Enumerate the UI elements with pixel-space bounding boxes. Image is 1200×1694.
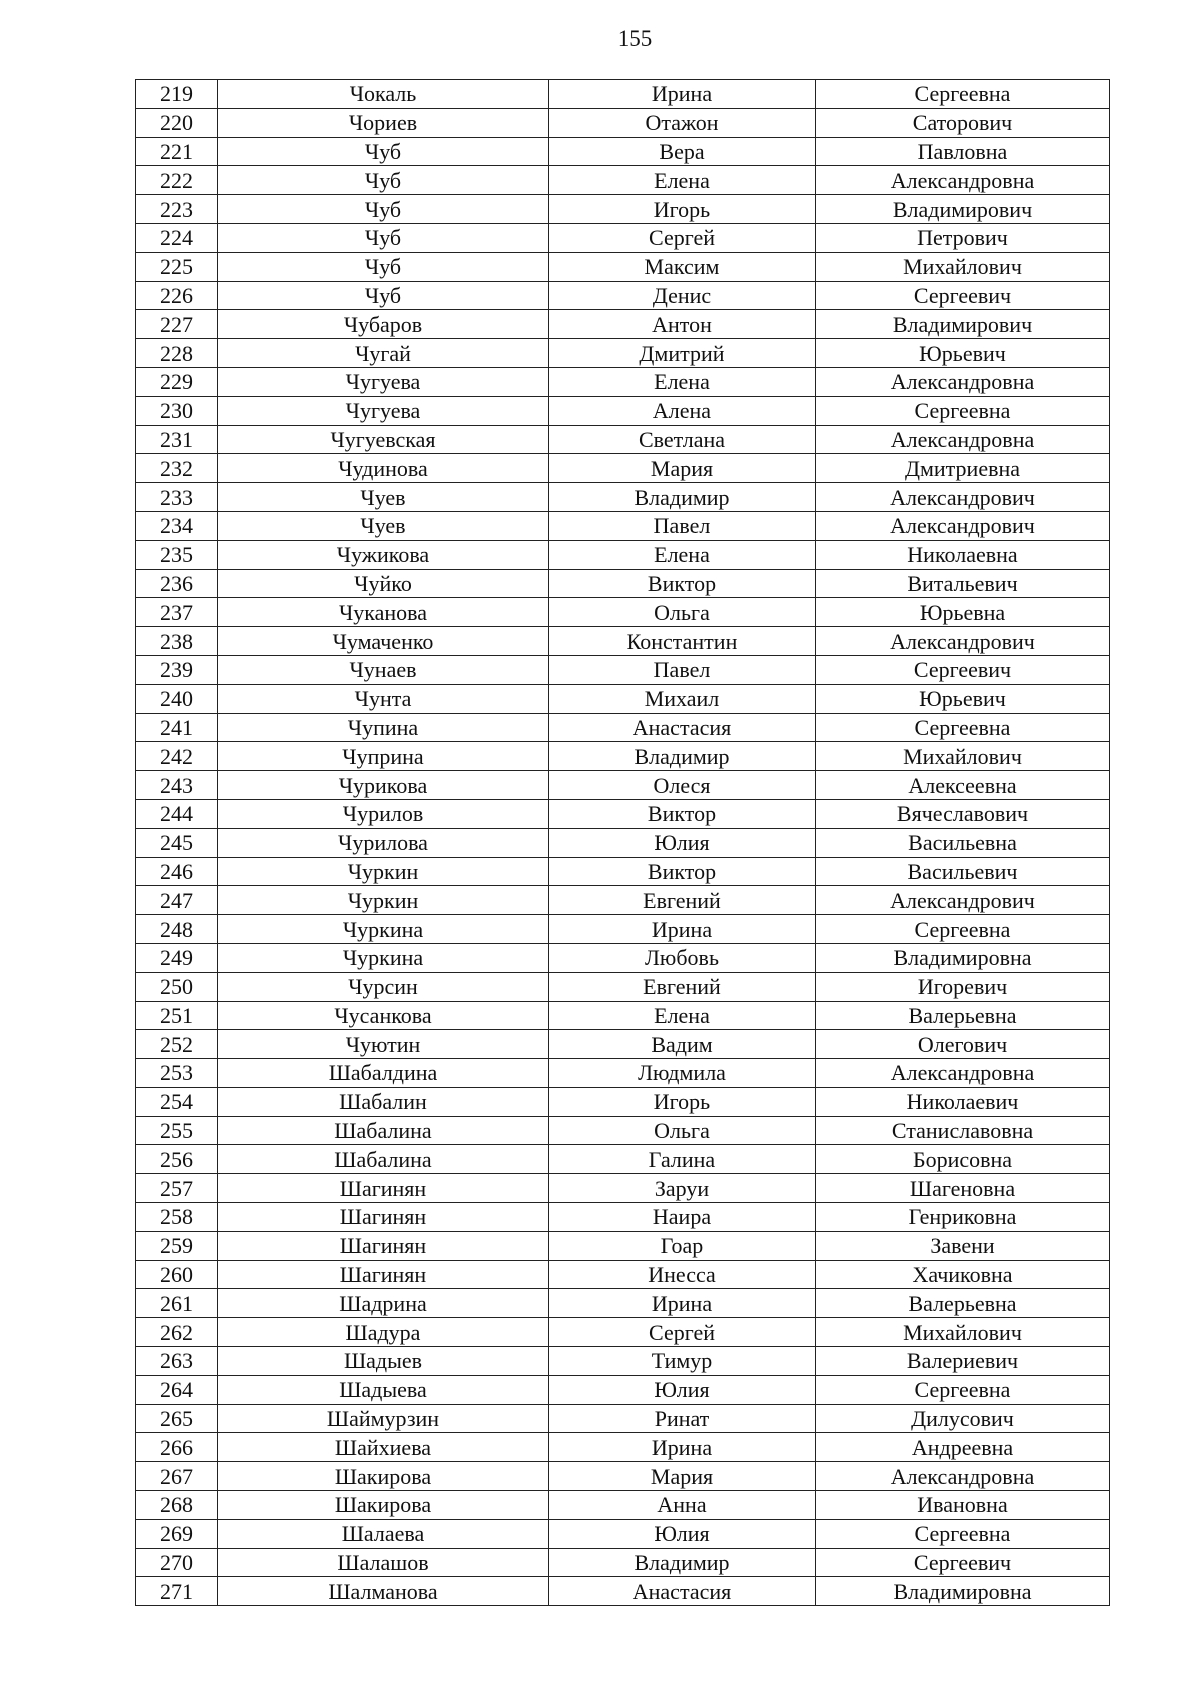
patronymic-cell: Васильевич	[816, 857, 1110, 886]
row-number-cell: 237	[136, 598, 218, 627]
surname-cell: Чуютин	[218, 1030, 549, 1059]
surname-cell: Чокаль	[218, 80, 549, 109]
first-name-cell: Тимур	[549, 1347, 816, 1376]
surname-cell: Шабалина	[218, 1116, 549, 1145]
row-number-cell: 236	[136, 569, 218, 598]
table-row	[136, 540, 1110, 569]
surname-cell: Чурикова	[218, 771, 549, 800]
patronymic-cell: Юрьевич	[816, 339, 1110, 368]
first-name-cell: Анастасия	[549, 713, 816, 742]
first-name-cell: Анастасия	[549, 1577, 816, 1606]
surname-cell: Чуб	[218, 223, 549, 252]
row-number-cell: 258	[136, 1203, 218, 1232]
patronymic-cell: Павловна	[816, 137, 1110, 166]
first-name-cell: Антон	[549, 310, 816, 339]
row-number-cell: 219	[136, 80, 218, 109]
surname-cell: Чуев	[218, 511, 549, 540]
first-name-cell: Анна	[549, 1491, 816, 1520]
row-number-cell: 256	[136, 1145, 218, 1174]
surname-cell: Чумаченко	[218, 627, 549, 656]
table-row	[136, 252, 1110, 281]
first-name-cell: Виктор	[549, 799, 816, 828]
surname-cell: Чурсин	[218, 972, 549, 1001]
row-number-cell: 221	[136, 137, 218, 166]
table-row	[136, 1030, 1110, 1059]
table-row	[136, 310, 1110, 339]
first-name-cell: Ирина	[549, 1289, 816, 1318]
patronymic-cell: Шагеновна	[816, 1174, 1110, 1203]
surname-cell: Чориев	[218, 108, 549, 137]
surname-cell: Чугуева	[218, 396, 549, 425]
patronymic-cell: Васильевна	[816, 828, 1110, 857]
table-row	[136, 367, 1110, 396]
patronymic-cell: Игоревич	[816, 972, 1110, 1001]
first-name-cell: Заруи	[549, 1174, 816, 1203]
table-row	[136, 1116, 1110, 1145]
patronymic-cell: Владимировна	[816, 1577, 1110, 1606]
row-number-cell: 233	[136, 483, 218, 512]
patronymic-cell: Генриковна	[816, 1203, 1110, 1232]
table-row	[136, 281, 1110, 310]
row-number-cell: 252	[136, 1030, 218, 1059]
roster-body	[136, 80, 1110, 1606]
first-name-cell: Олеся	[549, 771, 816, 800]
surname-cell: Чуев	[218, 483, 549, 512]
first-name-cell: Ирина	[549, 915, 816, 944]
table-row	[136, 166, 1110, 195]
first-name-cell: Игорь	[549, 195, 816, 224]
surname-cell: Чуйко	[218, 569, 549, 598]
row-number-cell: 228	[136, 339, 218, 368]
surname-cell: Шагинян	[218, 1231, 549, 1260]
patronymic-cell: Валерьевна	[816, 1289, 1110, 1318]
patronymic-cell: Александрович	[816, 511, 1110, 540]
first-name-cell: Константин	[549, 627, 816, 656]
surname-cell: Чубаров	[218, 310, 549, 339]
table-row	[136, 1519, 1110, 1548]
row-number-cell: 264	[136, 1375, 218, 1404]
first-name-cell: Михаил	[549, 684, 816, 713]
row-number-cell: 261	[136, 1289, 218, 1318]
roster-table	[135, 79, 1110, 1606]
patronymic-cell: Витальевич	[816, 569, 1110, 598]
surname-cell: Чуркин	[218, 886, 549, 915]
patronymic-cell: Сергеевна	[816, 80, 1110, 109]
table-row	[136, 339, 1110, 368]
first-name-cell: Евгений	[549, 972, 816, 1001]
patronymic-cell: Алексеевна	[816, 771, 1110, 800]
row-number-cell: 242	[136, 742, 218, 771]
surname-cell: Чужикова	[218, 540, 549, 569]
table-row	[136, 771, 1110, 800]
row-number-cell: 269	[136, 1519, 218, 1548]
table-row	[136, 396, 1110, 425]
table-row	[136, 1174, 1110, 1203]
table-row	[136, 137, 1110, 166]
patronymic-cell: Андреевна	[816, 1433, 1110, 1462]
first-name-cell: Галина	[549, 1145, 816, 1174]
table-row	[136, 1289, 1110, 1318]
table-row	[136, 972, 1110, 1001]
patronymic-cell: Александрович	[816, 483, 1110, 512]
table-row	[136, 1375, 1110, 1404]
first-name-cell: Максим	[549, 252, 816, 281]
row-number-cell: 265	[136, 1404, 218, 1433]
table-row	[136, 598, 1110, 627]
patronymic-cell: Николаевич	[816, 1087, 1110, 1116]
surname-cell: Чугай	[218, 339, 549, 368]
first-name-cell: Вера	[549, 137, 816, 166]
row-number-cell: 243	[136, 771, 218, 800]
row-number-cell: 244	[136, 799, 218, 828]
surname-cell: Чугуевская	[218, 425, 549, 454]
first-name-cell: Наира	[549, 1203, 816, 1232]
patronymic-cell: Станиславовна	[816, 1116, 1110, 1145]
row-number-cell: 251	[136, 1001, 218, 1030]
table-row	[136, 828, 1110, 857]
surname-cell: Чугуева	[218, 367, 549, 396]
patronymic-cell: Михайлович	[816, 1318, 1110, 1347]
first-name-cell: Павел	[549, 511, 816, 540]
patronymic-cell: Александровна	[816, 367, 1110, 396]
surname-cell: Шайхиева	[218, 1433, 549, 1462]
surname-cell: Шакирова	[218, 1462, 549, 1491]
table-row	[136, 1260, 1110, 1289]
patronymic-cell: Александровна	[816, 166, 1110, 195]
surname-cell: Чуб	[218, 252, 549, 281]
surname-cell: Шагинян	[218, 1260, 549, 1289]
table-row	[136, 1577, 1110, 1606]
surname-cell: Шабалдина	[218, 1059, 549, 1088]
table-row	[136, 684, 1110, 713]
first-name-cell: Евгений	[549, 886, 816, 915]
row-number-cell: 230	[136, 396, 218, 425]
patronymic-cell: Александрович	[816, 886, 1110, 915]
row-number-cell: 220	[136, 108, 218, 137]
table-row	[136, 1404, 1110, 1433]
table-row	[136, 742, 1110, 771]
row-number-cell: 245	[136, 828, 218, 857]
table-row	[136, 627, 1110, 656]
table-row	[136, 1059, 1110, 1088]
table-row	[136, 195, 1110, 224]
patronymic-cell: Сергеевна	[816, 1519, 1110, 1548]
first-name-cell: Ирина	[549, 1433, 816, 1462]
row-number-cell: 238	[136, 627, 218, 656]
patronymic-cell: Сергеевна	[816, 713, 1110, 742]
table-row	[136, 80, 1110, 109]
row-number-cell: 231	[136, 425, 218, 454]
surname-cell: Чуб	[218, 195, 549, 224]
table-row	[136, 943, 1110, 972]
first-name-cell: Владимир	[549, 742, 816, 771]
first-name-cell: Владимир	[549, 1548, 816, 1577]
first-name-cell: Елена	[549, 540, 816, 569]
row-number-cell: 270	[136, 1548, 218, 1577]
surname-cell: Шабалина	[218, 1145, 549, 1174]
first-name-cell: Ольга	[549, 598, 816, 627]
table-row	[136, 511, 1110, 540]
table-row	[136, 1462, 1110, 1491]
patronymic-cell: Сергеевна	[816, 396, 1110, 425]
first-name-cell: Гоар	[549, 1231, 816, 1260]
patronymic-cell: Александровна	[816, 425, 1110, 454]
first-name-cell: Владимир	[549, 483, 816, 512]
row-number-cell: 248	[136, 915, 218, 944]
patronymic-cell: Петрович	[816, 223, 1110, 252]
patronymic-cell: Сергеевич	[816, 655, 1110, 684]
table-row	[136, 454, 1110, 483]
patronymic-cell: Валерьевна	[816, 1001, 1110, 1030]
patronymic-cell: Владимирович	[816, 310, 1110, 339]
surname-cell: Чуканова	[218, 598, 549, 627]
row-number-cell: 223	[136, 195, 218, 224]
patronymic-cell: Ивановна	[816, 1491, 1110, 1520]
surname-cell: Шадыев	[218, 1347, 549, 1376]
first-name-cell: Сергей	[549, 1318, 816, 1347]
patronymic-cell: Владимирович	[816, 195, 1110, 224]
patronymic-cell: Юрьевич	[816, 684, 1110, 713]
first-name-cell: Отажон	[549, 108, 816, 137]
patronymic-cell: Юрьевна	[816, 598, 1110, 627]
table-row	[136, 1145, 1110, 1174]
surname-cell: Чуб	[218, 137, 549, 166]
surname-cell: Чунта	[218, 684, 549, 713]
table-row	[136, 655, 1110, 684]
row-number-cell: 253	[136, 1059, 218, 1088]
first-name-cell: Виктор	[549, 857, 816, 886]
patronymic-cell: Александрович	[816, 627, 1110, 656]
patronymic-cell: Сергеевич	[816, 1548, 1110, 1577]
first-name-cell: Ольга	[549, 1116, 816, 1145]
table-row	[136, 1491, 1110, 1520]
table-row	[136, 1231, 1110, 1260]
table-row	[136, 1203, 1110, 1232]
table-row	[136, 1318, 1110, 1347]
surname-cell: Шалманова	[218, 1577, 549, 1606]
row-number-cell: 254	[136, 1087, 218, 1116]
row-number-cell: 226	[136, 281, 218, 310]
patronymic-cell: Владимировна	[816, 943, 1110, 972]
row-number-cell: 271	[136, 1577, 218, 1606]
row-number-cell: 225	[136, 252, 218, 281]
patronymic-cell: Дмитриевна	[816, 454, 1110, 483]
surname-cell: Шалаева	[218, 1519, 549, 1548]
first-name-cell: Елена	[549, 367, 816, 396]
row-number-cell: 224	[136, 223, 218, 252]
row-number-cell: 247	[136, 886, 218, 915]
surname-cell: Чудинова	[218, 454, 549, 483]
surname-cell: Чусанкова	[218, 1001, 549, 1030]
first-name-cell: Мария	[549, 1462, 816, 1491]
row-number-cell: 267	[136, 1462, 218, 1491]
surname-cell: Чуб	[218, 281, 549, 310]
surname-cell: Чуркин	[218, 857, 549, 886]
row-number-cell: 262	[136, 1318, 218, 1347]
first-name-cell: Юлия	[549, 1519, 816, 1548]
first-name-cell: Светлана	[549, 425, 816, 454]
table-row	[136, 569, 1110, 598]
table-row	[136, 857, 1110, 886]
first-name-cell: Алена	[549, 396, 816, 425]
row-number-cell: 232	[136, 454, 218, 483]
surname-cell: Чуркина	[218, 915, 549, 944]
surname-cell: Шагинян	[218, 1203, 549, 1232]
surname-cell: Чунаев	[218, 655, 549, 684]
page-number: 155	[617, 26, 653, 51]
row-number-cell: 250	[136, 972, 218, 1001]
row-number-cell: 255	[136, 1116, 218, 1145]
table-row	[136, 1548, 1110, 1577]
patronymic-cell: Олегович	[816, 1030, 1110, 1059]
surname-cell: Шаймурзин	[218, 1404, 549, 1433]
surname-cell: Шалашов	[218, 1548, 549, 1577]
patronymic-cell: Михайлович	[816, 742, 1110, 771]
patronymic-cell: Сергеевна	[816, 1375, 1110, 1404]
patronymic-cell: Николаевна	[816, 540, 1110, 569]
patronymic-cell: Борисовна	[816, 1145, 1110, 1174]
patronymic-cell: Александровна	[816, 1462, 1110, 1491]
surname-cell: Шабалин	[218, 1087, 549, 1116]
first-name-cell: Юлия	[549, 828, 816, 857]
surname-cell: Шадура	[218, 1318, 549, 1347]
first-name-cell: Игорь	[549, 1087, 816, 1116]
row-number-cell: 259	[136, 1231, 218, 1260]
row-number-cell: 235	[136, 540, 218, 569]
patronymic-cell: Хачиковна	[816, 1260, 1110, 1289]
row-number-cell: 246	[136, 857, 218, 886]
first-name-cell: Юлия	[549, 1375, 816, 1404]
first-name-cell: Денис	[549, 281, 816, 310]
table-row	[136, 223, 1110, 252]
surname-cell: Шадрина	[218, 1289, 549, 1318]
table-row	[136, 1001, 1110, 1030]
patronymic-cell: Вячеславович	[816, 799, 1110, 828]
first-name-cell: Виктор	[549, 569, 816, 598]
row-number-cell: 229	[136, 367, 218, 396]
row-number-cell: 260	[136, 1260, 218, 1289]
patronymic-cell: Саторович	[816, 108, 1110, 137]
row-number-cell: 263	[136, 1347, 218, 1376]
table-row	[136, 1087, 1110, 1116]
surname-cell: Шагинян	[218, 1174, 549, 1203]
first-name-cell: Ринат	[549, 1404, 816, 1433]
table-row	[136, 425, 1110, 454]
first-name-cell: Людмила	[549, 1059, 816, 1088]
surname-cell: Чуркина	[218, 943, 549, 972]
table-row	[136, 108, 1110, 137]
table-row	[136, 799, 1110, 828]
patronymic-cell: Сергеевич	[816, 281, 1110, 310]
surname-cell: Чурилов	[218, 799, 549, 828]
row-number-cell: 240	[136, 684, 218, 713]
row-number-cell: 241	[136, 713, 218, 742]
surname-cell: Шакирова	[218, 1491, 549, 1520]
row-number-cell: 257	[136, 1174, 218, 1203]
first-name-cell: Елена	[549, 166, 816, 195]
first-name-cell: Павел	[549, 655, 816, 684]
table-row	[136, 915, 1110, 944]
patronymic-cell: Завени	[816, 1231, 1110, 1260]
surname-cell: Чурилова	[218, 828, 549, 857]
first-name-cell: Вадим	[549, 1030, 816, 1059]
surname-cell: Шадыева	[218, 1375, 549, 1404]
first-name-cell: Дмитрий	[549, 339, 816, 368]
patronymic-cell: Дилусович	[816, 1404, 1110, 1433]
patronymic-cell: Сергеевна	[816, 915, 1110, 944]
table-row	[136, 713, 1110, 742]
table-row	[136, 1347, 1110, 1376]
table-row	[136, 1433, 1110, 1462]
first-name-cell: Сергей	[549, 223, 816, 252]
row-number-cell: 222	[136, 166, 218, 195]
surname-cell: Чуб	[218, 166, 549, 195]
surname-cell: Чупина	[218, 713, 549, 742]
row-number-cell: 234	[136, 511, 218, 540]
first-name-cell: Мария	[549, 454, 816, 483]
row-number-cell: 239	[136, 655, 218, 684]
first-name-cell: Ирина	[549, 80, 816, 109]
row-number-cell: 266	[136, 1433, 218, 1462]
first-name-cell: Инесса	[549, 1260, 816, 1289]
row-number-cell: 249	[136, 943, 218, 972]
row-number-cell: 227	[136, 310, 218, 339]
first-name-cell: Елена	[549, 1001, 816, 1030]
row-number-cell: 268	[136, 1491, 218, 1520]
patronymic-cell: Александровна	[816, 1059, 1110, 1088]
table-row	[136, 483, 1110, 512]
surname-cell: Чуприна	[218, 742, 549, 771]
patronymic-cell: Михайлович	[816, 252, 1110, 281]
first-name-cell: Любовь	[549, 943, 816, 972]
table-row	[136, 886, 1110, 915]
patronymic-cell: Валериевич	[816, 1347, 1110, 1376]
